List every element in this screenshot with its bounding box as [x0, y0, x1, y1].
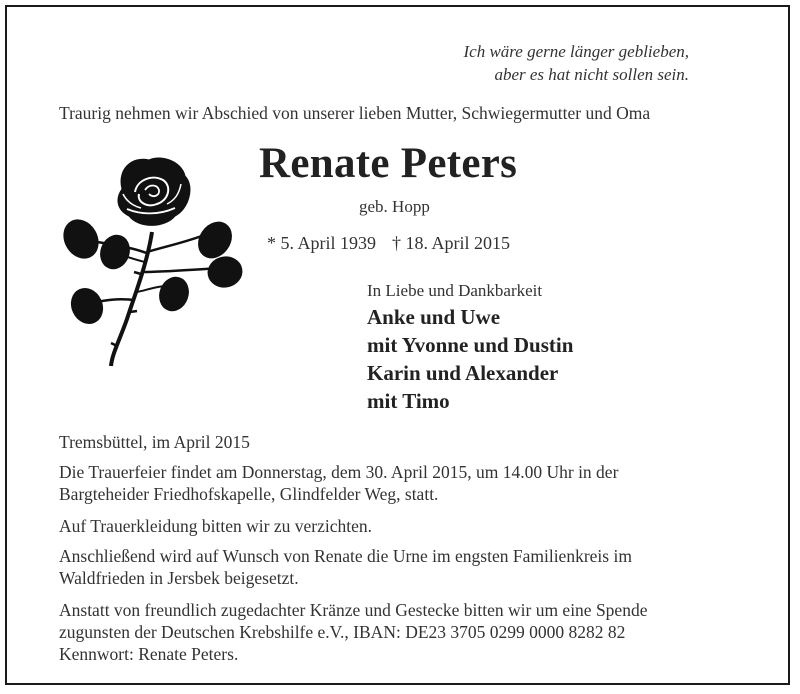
birth-name: geb. Hopp [359, 197, 430, 216]
quote-line-2: aber es hat nicht sollen sein. [494, 65, 689, 84]
notice-funeral-line-2: Bargteheider Friedhofskapelle, Glindfelder Weg, statt. [59, 484, 439, 504]
deceased-name: Renate Peters [259, 140, 518, 187]
life-dates [267, 233, 510, 254]
mourner-name: Anke und Uwe [367, 305, 501, 329]
birth-date: * 5. April 1939 [267, 233, 377, 253]
notice-donation-line-3: Kennwort: Renate Peters. [59, 644, 239, 664]
death-date: † 18. April 2015 [392, 233, 511, 253]
intro-text: Traurig nehmen wir Abschied von unserer lieben Mutter, Schwiegermutter und Oma [59, 103, 651, 123]
quote-line-1: Ich wäre gerne länger geblieben, [463, 42, 689, 61]
notice-donation-line-1: Anstatt von freundlich zugedachter Kränze und Gestecke bitten wir um eine Spende [59, 600, 648, 620]
mourners-heading: In Liebe und Dankbarkeit [367, 281, 543, 300]
mourner-name: Karin und Alexander [367, 361, 559, 385]
mourner-name: mit Timo [367, 389, 450, 413]
notice-attire: Auf Trauerkleidung bitten wir zu verzichten. [59, 516, 372, 536]
place-date: Tremsbüttel, im April 2015 [59, 432, 250, 452]
mourner-name: mit Yvonne und Dustin [367, 333, 574, 357]
notice-funeral-line-1: Die Trauerfeier findet am Donnerstag, dem 30. April 2015, um 14.00 Uhr in der [59, 462, 619, 482]
rose-icon [57, 154, 247, 370]
notice-burial-line-2: Waldfrieden in Jersbek beigesetzt. [59, 568, 299, 588]
obituary-notice [5, 5, 790, 685]
notice-burial-line-1: Anschließend wird auf Wunsch von Renate die Urne im engsten Familienkreis im [59, 546, 632, 566]
notice-donation-line-2: zugunsten der Deutschen Krebshilfe e.V., IBAN: DE23 3705 0299 0000 8282 82 [59, 622, 626, 642]
